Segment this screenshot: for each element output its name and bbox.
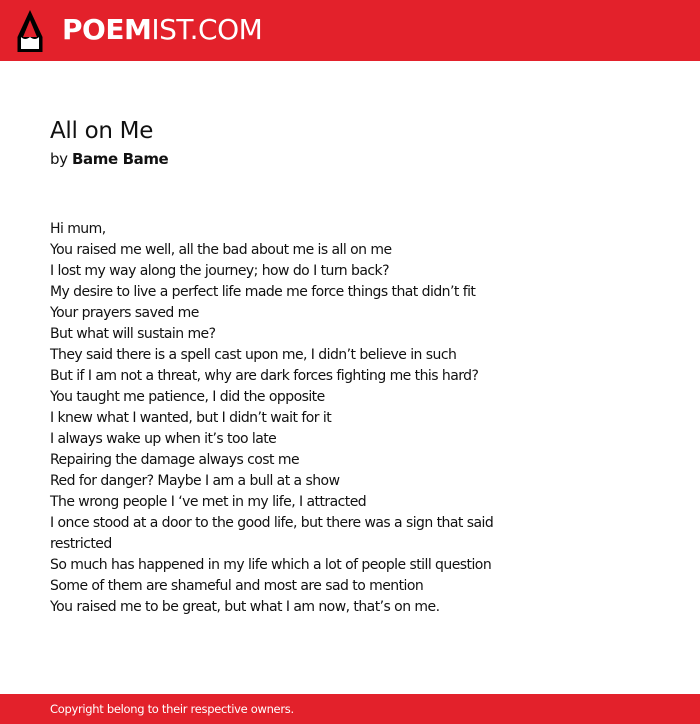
poem-line: Some of them are shameful and most are sad to mention — [50, 578, 424, 594]
poem-line: I always wake up when it’s too late — [50, 431, 277, 447]
poem-line: I knew what I wanted, but I didn’t wait for it — [50, 410, 332, 426]
poem-line: Red for danger? Maybe I am a bull at a show — [50, 473, 340, 489]
brand-name-bold: POEM — [62, 13, 152, 46]
poem-byline — [50, 149, 168, 169]
poem-line: Repairing the damage always cost me — [50, 452, 300, 468]
poem-line: You raised me well, all the bad about me is all on me — [50, 242, 392, 258]
site-header — [0, 0, 700, 61]
poem-author: Bame Bame — [71, 150, 169, 168]
poem-line: But what will sustain me? — [50, 326, 216, 342]
poem-line: I lost my way along the journey; how do I turn back? — [50, 263, 389, 279]
poem-line: My desire to live a perfect life made me force things that didn’t fit — [50, 284, 476, 300]
poem-line: So much has happened in my life which a lot of people still question — [50, 557, 492, 573]
poem-line: They said there is a spell cast upon me, I didn’t believe in such — [50, 347, 457, 363]
poem-line: The wrong people I ‘ve met in my life, I attracted — [50, 494, 367, 510]
poem-body — [50, 219, 650, 618]
pencil-tip-icon[interactable] — [17, 10, 43, 52]
poem-line: I once stood at a door to the good life, but there was a sign that said — [50, 515, 494, 531]
poem-line: You raised me to be great, but what I am now, that’s on me. — [50, 599, 440, 615]
site-footer — [0, 694, 700, 724]
poem-title: All on Me — [50, 118, 154, 144]
poem-line: Your prayers saved me — [50, 305, 199, 321]
poem-line: Hi mum, — [50, 221, 106, 237]
byline-prefix: by — [50, 150, 68, 168]
poem-line: But if I am not a threat, why are dark forces fighting me this hard? — [50, 368, 479, 384]
poem-line: restricted — [50, 536, 112, 552]
brand-name-light: IST.COM — [151, 13, 263, 46]
poem-line: You taught me patience, I did the opposite — [50, 389, 325, 405]
copyright-notice: Copyright belong to their respective owners. — [50, 702, 294, 716]
site-logo-text[interactable] — [62, 12, 262, 48]
